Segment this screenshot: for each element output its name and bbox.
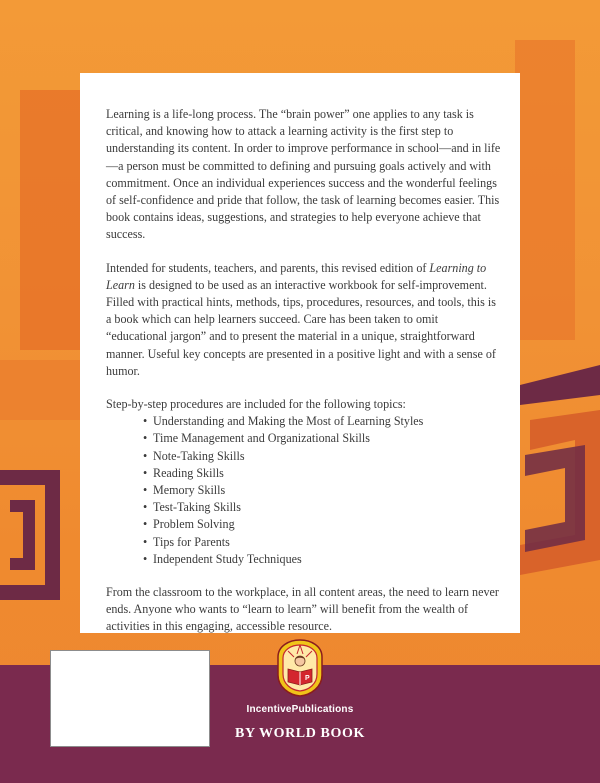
swirl-mid-left: [0, 360, 80, 420]
description-panel: [80, 73, 520, 633]
logo-book-letter: P: [305, 675, 310, 682]
publisher-logo: [275, 639, 325, 697]
topic-item: • Reading Skills: [146, 465, 502, 482]
reading-child-logo-icon: [275, 639, 325, 697]
audience-text-end: is designed to be used as an interactive workbook for self-improvement. Filled with practical hints, methods, tips, procedures, resources, and tools, this is a book which can help learners succeed. Care has been taken to omit “educational jargon” and to present the material in a unique, straightforward manner. Useful key concepts are presented in a positive light and with a sense of humor.: [106, 277, 496, 378]
swirl-left-spiral-inner: [10, 500, 35, 570]
publisher-name: IncentivePublications: [246, 704, 354, 715]
swirl-upper-right: [515, 40, 575, 340]
intro-paragraph: Learning is a life-long process. The “brain power” one applies to any task is critical, and knowing how to attack a learning activity is the first step to understanding its content. In order to improve performance in school—and in life—a person must be committed to defining and pursuing goals actively and with commitment. Once an individual experiences success and the wonderful feelings of self-confidence and pride that follow, the task of learning becomes easier. This book contains ideas, suggestions, and strategies to help everyone achieve that success.: [106, 107, 501, 242]
audience-paragraph: [106, 260, 502, 380]
imprint-line: BY WORLD BOOK: [235, 726, 365, 741]
topic-item: • Note-Taking Skills: [146, 448, 502, 465]
topic-item: • Problem Solving: [146, 516, 502, 533]
topic-item: • Independent Study Techniques: [146, 551, 502, 568]
closing-paragraph: From the classroom to the workplace, in all content areas, the need to learn never ends. Anyone who wants to “learn to learn” will benefit from the wealth of activities in this engaging, accessible resource.: [106, 585, 499, 634]
book-title: Learning to Learn: [106, 260, 487, 292]
topic-item: • Time Management and Organizational Skills: [146, 430, 502, 447]
topic-item: • Memory Skills: [146, 482, 502, 499]
swirl-right-spiral-dark: [525, 445, 585, 552]
topic-item: • Understanding and Making the Most of Learning Styles: [146, 413, 502, 430]
topics-list: [106, 413, 502, 568]
topics-intro: Step-by-step procedures are included for the following topics:: [106, 397, 406, 412]
audience-text-start: Intended for students, teachers, and parents, this revised edition of: [106, 260, 430, 275]
topic-item: • Test-Taking Skills: [146, 499, 502, 516]
topic-item: • Tips for Parents: [146, 534, 502, 551]
swirl-right-band: [520, 365, 600, 405]
